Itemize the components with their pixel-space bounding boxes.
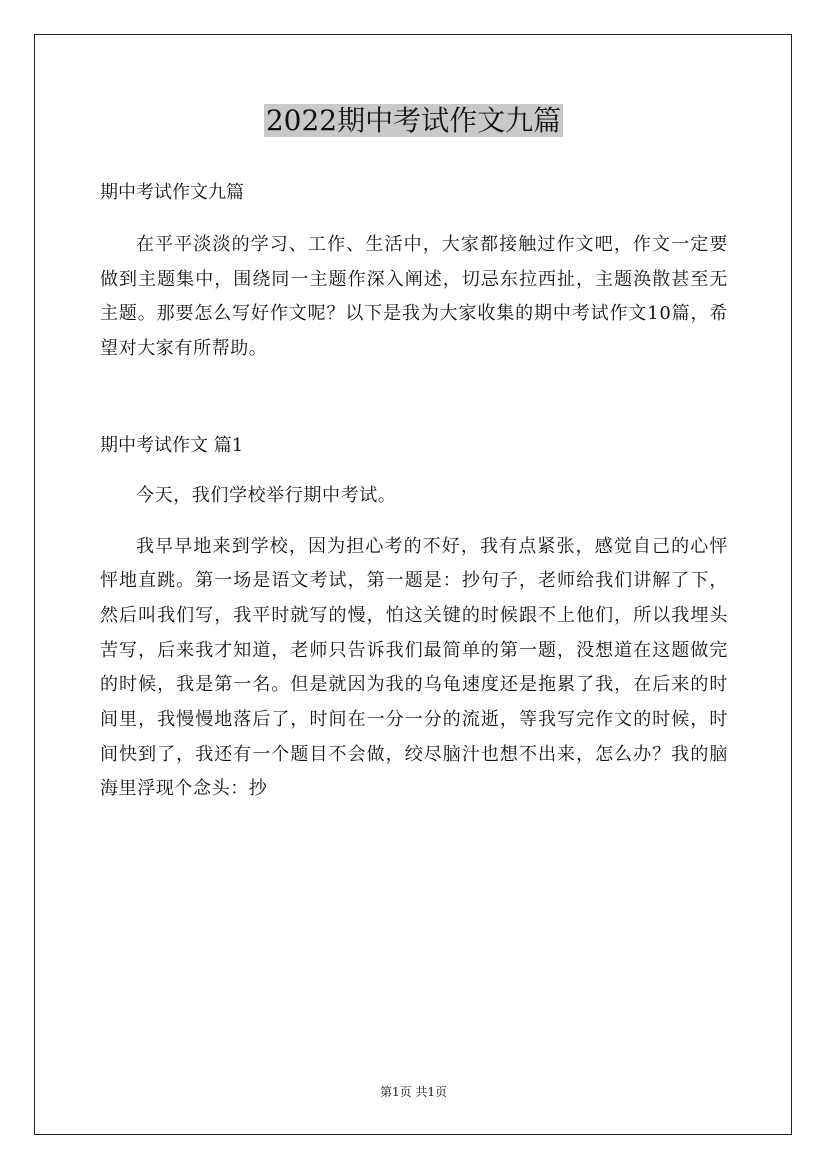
document-title (0, 101, 827, 141)
section-paragraph-2: 我早早地来到学校，因为担心考的不好，我有点紧张，感觉自己的心怦怦地直跳。第一场是语文考试，第一题是：抄句子，老师给我们讲解了下，然后叫我们写，我平时就写的慢，怕这关键的时候跟不上他们，所以我埋头苦写，后来我才知道，老师只告诉我们最简单的第一题，没想道在这题做完的时候，我是第一名。但是就因为我的乌龟速度还是拖累了我，在后来的时间里，我慢慢地落后了，时间在一分一分的流逝，等我写完作文的时候，时间快到了，我还有一个题目不会做，绞尽脑汁也想不出来，怎么办？我的脑海里浮现个念头：抄 (100, 535, 728, 800)
document-body (100, 176, 728, 807)
intro-paragraph: 在平平淡淡的学习、工作、生活中，大家都接触过作文吧，作文一定要做到主题集中，围绕同一主题作深入阐述，切忌东拉西扯，主题涣散甚至无主题。那要怎么写好作文呢？以下是我为大家收集的期中考试作文10篇，希望对大家有所帮助。 (100, 234, 728, 360)
section-paragraph-1: 今天，我们学校举行期中考试。 (136, 484, 397, 506)
document-subtitle: 期中考试作文九篇 (100, 182, 244, 203)
page-footer: 第1页 共1页 (379, 1085, 448, 1099)
section-heading: 期中考试作文 篇1 (100, 434, 244, 456)
document-title-text: 2022期中考试作文九篇 (265, 104, 562, 137)
